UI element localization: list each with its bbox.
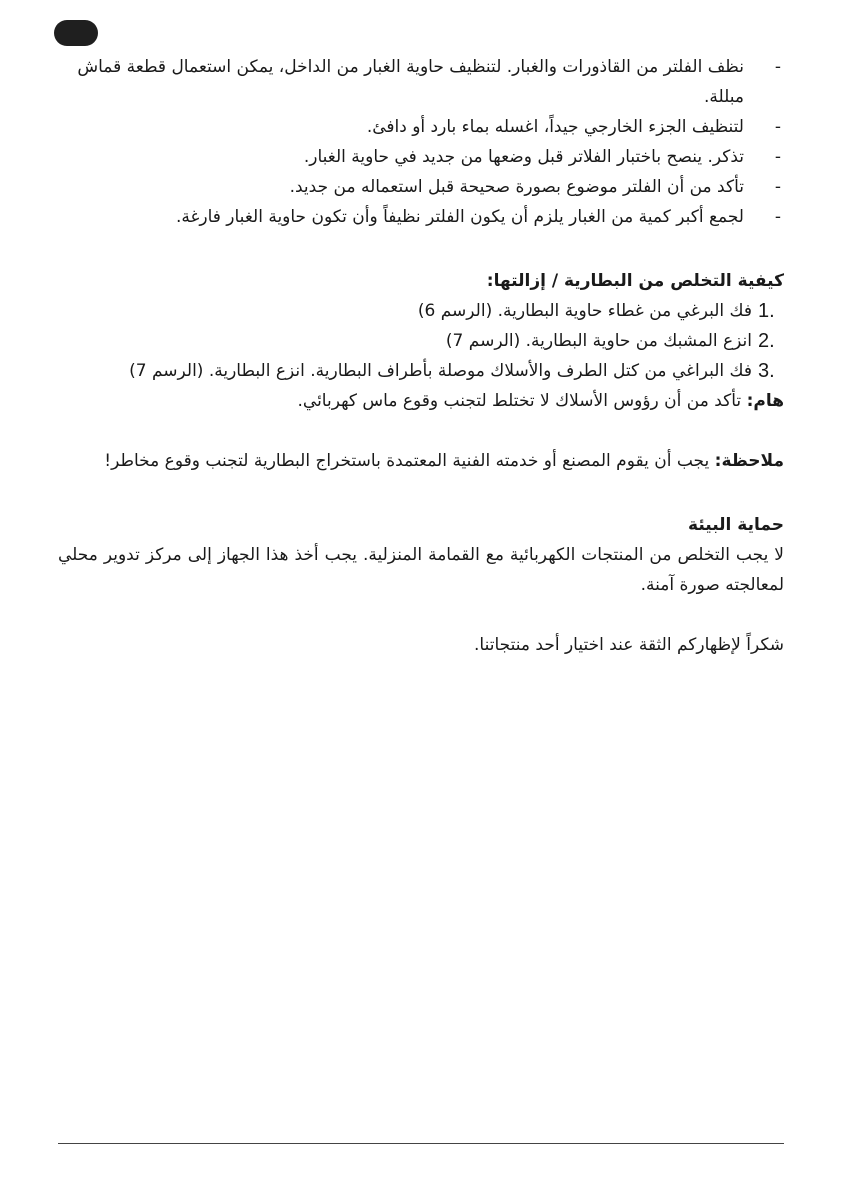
list-item: - لجمع أكبر كمية من الغبار يلزم أن يكون الفلتر نظيفاً وأن تكون حاوية الغبار فارغة. xyxy=(58,202,784,232)
battery-steps xyxy=(58,296,784,386)
list-item xyxy=(58,296,784,326)
note xyxy=(58,446,784,476)
step-number: 2. xyxy=(758,330,775,352)
note-label: ملاحظة: xyxy=(714,451,784,471)
environment-text: لا يجب التخلص من المنتجات الكهربائية مع القمامة المنزلية. يجب أخذ هذا الجهاز إلى مركز تدوير محلي لمعالجته صورة آمنة. xyxy=(58,545,784,595)
important-text: تأكد من أن رؤوس الأسلاك لا تختلط لتجنب وقوع ماس كهربائي. xyxy=(297,391,742,411)
battery-section-title: كيفية التخلص من البطارية / إزالتها: xyxy=(486,271,784,291)
list-item: - لتنظيف الجزء الخارجي جيداً، اغسله بماء بارد أو دافئ. xyxy=(58,112,784,142)
step-number: 1. xyxy=(758,300,775,322)
step-text: انزع المشبك من حاوية البطارية. (الرسم 7) xyxy=(445,331,752,351)
note-text: يجب أن يقوم المصنع أو خدمته الفنية المعتمدة باستخراج البطارية لتجنب وقوع مخاطر! xyxy=(104,451,710,471)
list-item: - نظف الفلتر من القاذورات والغبار. لتنظيف حاوية الغبار من الداخل، يمكن استعمال قطعة قماش مبللة. xyxy=(58,52,784,112)
list-item xyxy=(58,326,784,356)
cleaning-list xyxy=(58,52,784,232)
list-item: - تذكر. ينصح باختبار الفلاتر قبل وضعها من جديد في حاوية الغبار. xyxy=(58,142,784,172)
thanks-text: شكراً لإظهاركم الثقة عند اختيار أحد منتجاتنا. xyxy=(474,635,784,655)
list-item xyxy=(58,356,784,386)
important-label: هام: xyxy=(746,391,784,411)
step-text: فك البرغي من غطاء حاوية البطارية. (الرسم 6) xyxy=(417,301,752,321)
important-note xyxy=(58,386,784,416)
language-tab-marker xyxy=(54,20,98,46)
step-text: فك البراغي من كتل الطرف والأسلاك موصلة بأطراف البطارية. انزع البطارية. (الرسم 7) xyxy=(129,361,752,381)
step-number: 3. xyxy=(758,360,775,382)
manual-page xyxy=(58,52,784,660)
list-item: - تأكد من أن الفلتر موضوع بصورة صحيحة قبل استعماله من جديد. xyxy=(58,172,784,202)
environment-title: حماية البيئة xyxy=(688,515,784,535)
footer-divider xyxy=(58,1143,784,1144)
